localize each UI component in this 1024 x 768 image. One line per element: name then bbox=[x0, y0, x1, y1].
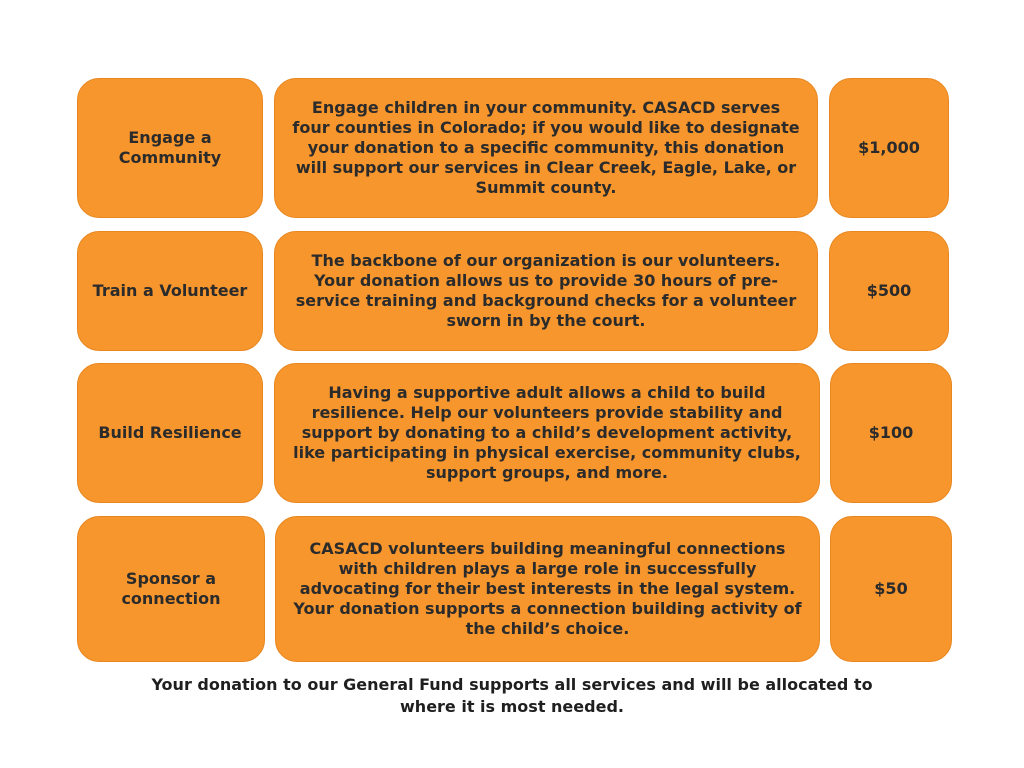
donation-tier-amount bbox=[830, 516, 952, 662]
donation-tier-label bbox=[77, 516, 265, 662]
tier-label-text: Train a Volunteer bbox=[92, 281, 248, 300]
tier-description-text: The backbone of our organization is our volunteers. Your donation allows us to provide 30 hours of pre-service training and background checks for a volunteer sworn in by the court. bbox=[295, 251, 797, 330]
tier-amount-text: $100 bbox=[868, 423, 914, 442]
tier-description-text: Engage children in your community. CASACD serves four counties in Colorado; if you would like to designate your donation to a specific community, this donation will support our services in Clear Creek, Eagle, Lake, or Summit county. bbox=[292, 98, 800, 197]
tier-amount-text: $50 bbox=[874, 579, 908, 598]
donation-tier-description bbox=[275, 516, 820, 662]
general-fund-note: Your donation to our General Fund supports all services and will be allocated to where it is most needed. bbox=[151, 675, 873, 716]
donation-tier-label bbox=[77, 231, 263, 351]
donation-tier-amount bbox=[829, 78, 949, 218]
tier-label-text: Engage a Community bbox=[118, 128, 222, 167]
donation-tier-label bbox=[77, 78, 263, 218]
donation-tier-label bbox=[77, 363, 263, 503]
donation-tier-description bbox=[274, 231, 818, 351]
donation-tier-description bbox=[274, 363, 820, 503]
tier-amount-text: $500 bbox=[866, 281, 912, 300]
tier-amount-text: $1,000 bbox=[858, 138, 920, 157]
donation-tier-amount bbox=[829, 231, 949, 351]
tier-label-text: Build Resilience bbox=[98, 423, 242, 442]
tier-description-text: Having a supportive adult allows a child to build resilience. Help our volunteers provide stability and support by donating to a child’s development activity, like participating in physical exercise, community clubs, support groups, and more. bbox=[293, 383, 801, 482]
tier-description-text: CASACD volunteers building meaningful connections with children plays a large role in successfully advocating for their best interests in the legal system. Your donation supports a connection building activity of the child’s choice. bbox=[293, 539, 802, 638]
donation-tier-amount bbox=[830, 363, 952, 503]
donation-tier-description bbox=[274, 78, 818, 218]
tier-label-text: Sponsor a connection bbox=[121, 569, 221, 608]
